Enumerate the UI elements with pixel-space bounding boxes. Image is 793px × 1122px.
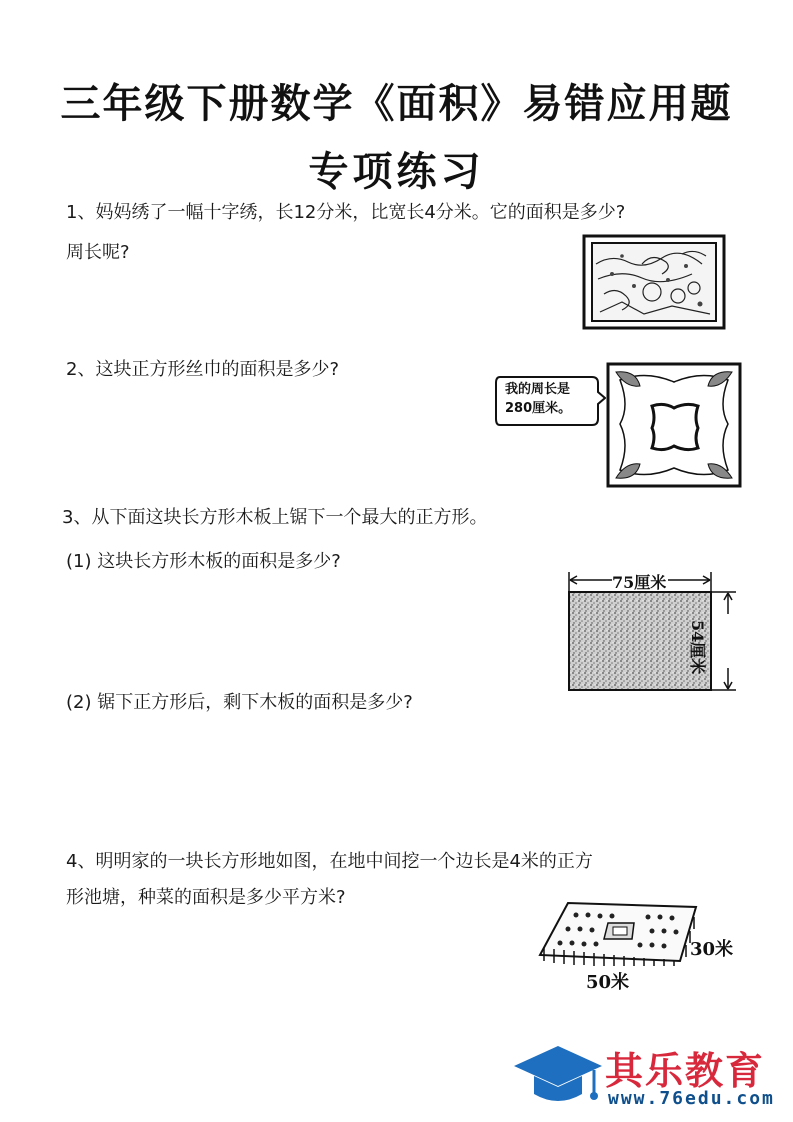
speech-bubble-line-1: 我的周长是 (505, 382, 571, 397)
speech-bubble-line-2: 280厘米。 (505, 401, 572, 416)
question-4-line-1: 4、明明家的一块长方形地如图，在地中间挖一个边长是4米的正方 (66, 851, 593, 872)
question-3-part-2: (2) 锯下正方形后，剩下木板的面积是多少? (66, 692, 413, 713)
board-width-label: 75厘米 (612, 573, 667, 592)
square-scarf-image (606, 362, 742, 488)
page-subtitle: 专项练习 (308, 148, 485, 195)
question-2: 2、这块正方形丝巾的面积是多少? (66, 359, 340, 380)
field-length-label: 50米 (586, 972, 630, 993)
qile-education-logo (510, 1040, 790, 1115)
logo-brand-name: 其乐教育 (605, 1049, 766, 1093)
cross-stitch-picture-image (582, 234, 726, 330)
logo-url: www.76edu.com (608, 1088, 775, 1109)
question-3: 3、从下面这块长方形木板上锯下一个最大的正方形。 (62, 507, 488, 528)
page-title: 三年级下册数学《面积》易错应用题 (60, 80, 733, 127)
field-width-label: 30米 (690, 939, 734, 960)
vegetable-field-diagram (530, 895, 700, 967)
question-4-line-2: 形池塘，种菜的面积是多少平方米? (66, 887, 346, 908)
graduation-cap-icon (510, 1044, 606, 1110)
board-height-label: 54厘米 (688, 620, 707, 675)
question-1-line-2: 周长呢? (66, 242, 130, 263)
question-1-line-1: 1、妈妈绣了一幅十字绣，长12分米，比宽长4分米。它的面积是多少? (66, 202, 626, 223)
question-3-part-1: (1) 这块长方形木板的面积是多少? (66, 551, 341, 572)
